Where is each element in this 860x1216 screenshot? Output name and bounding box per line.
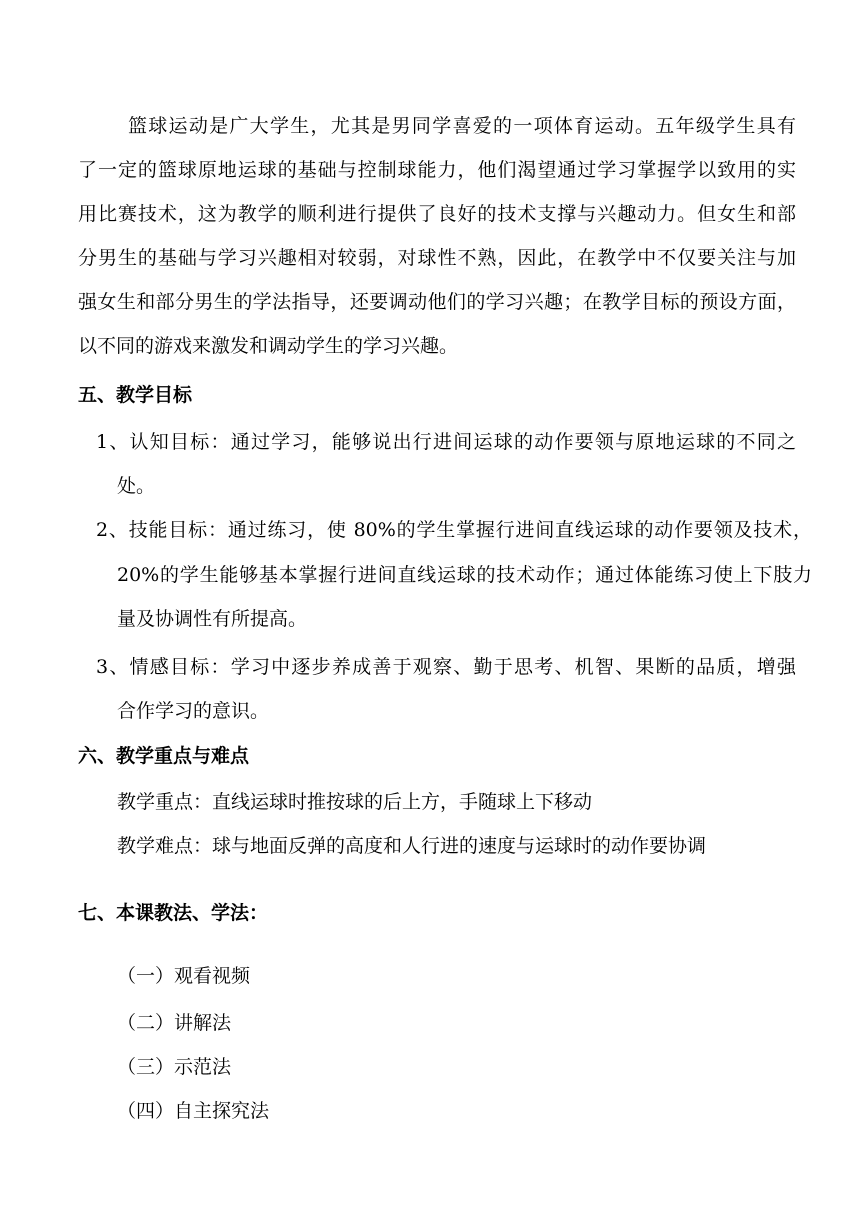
intro-line-2: 了一定的篮球原地运球的基础与控制球能力，他们渴望通过学习掌握学以致用的实 xyxy=(78,159,796,181)
method-item-2: （二）讲解法 xyxy=(117,1012,232,1034)
difficulty-text: 教学难点：球与地面反弹的高度和人行进的速度与运球时的动作要协调 xyxy=(117,835,707,857)
intro-line-1: 篮球运动是广大学生，尤其是男同学喜爱的一项体育运动。五年级学生具有 xyxy=(128,115,796,137)
section-heading-teaching-goals: 五、教学目标 xyxy=(78,384,193,406)
intro-line-3: 用比赛技术，这为教学的顺利进行提供了良好的技术支撑与兴趣动力。但女生和部 xyxy=(78,203,796,225)
goal-1-line-2: 处。 xyxy=(117,475,156,497)
section-heading-key-points: 六、教学重点与难点 xyxy=(78,745,250,767)
goal-2-line-1: 2、技能目标：通过练习，使 80%的学生掌握行进间直线运球的动作要领及技术， xyxy=(96,519,812,541)
goal-1-line-1: 1、认知目标：通过学习，能够说出行进间运球的动作要领与原地运球的不同之 xyxy=(96,431,796,453)
intro-line-4: 分男生的基础与学习兴趣相对较弱，对球性不熟，因此，在教学中不仅要关注与加 xyxy=(78,247,796,269)
intro-line-6: 以不同的游戏来激发和调动学生的学习兴趣。 xyxy=(78,335,459,357)
method-item-4: （四）自主探究法 xyxy=(117,1100,270,1122)
goal-3-line-1: 3、情感目标：学习中逐步养成善于观察、勤于思考、机智、果断的品质，增强 xyxy=(96,656,796,678)
section-heading-methods: 七、本课教法、学法： xyxy=(78,902,269,924)
method-item-1: （一）观看视频 xyxy=(117,965,251,987)
goal-3-line-2: 合作学习的意识。 xyxy=(117,700,270,722)
goal-2-line-2: 20%的学生能够基本掌握行进间直线运球的技术动作；通过体能练习使上下肢力 xyxy=(117,564,812,586)
intro-line-5: 强女生和部分男生的学法指导，还要调动他们的学习兴趣；在教学目标的预设方面， xyxy=(78,291,796,313)
method-item-3: （三）示范法 xyxy=(117,1056,232,1078)
goal-2-line-3: 量及协调性有所提高。 xyxy=(117,608,308,630)
key-point-text: 教学重点：直线运球时推按球的后上方，手随球上下移动 xyxy=(117,791,593,813)
